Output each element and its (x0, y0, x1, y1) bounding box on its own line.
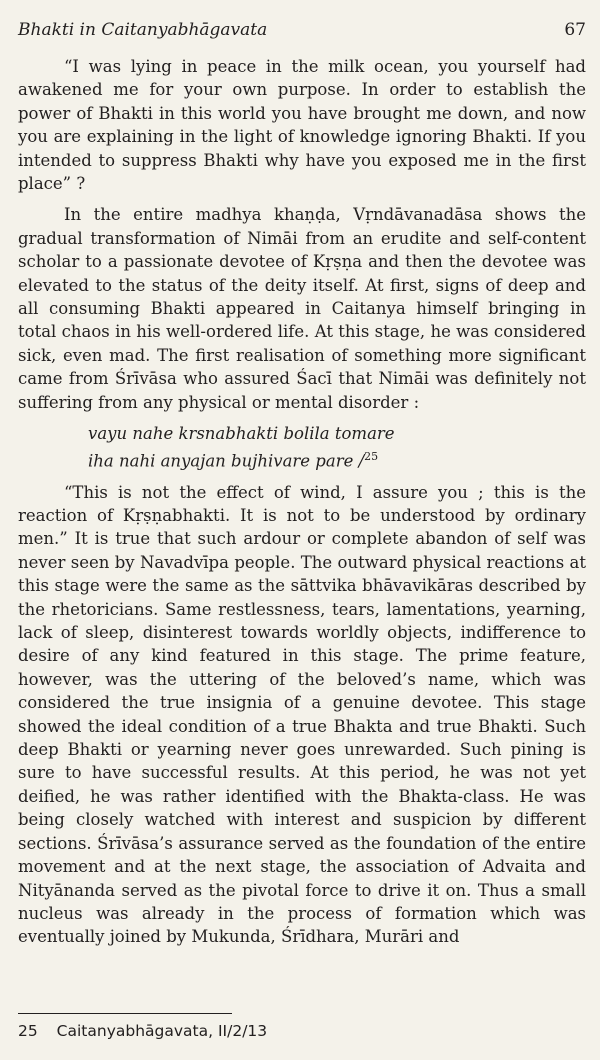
footnote-reference: 25 (364, 450, 379, 464)
footnote-text: Caitanyabhāgavata, II/2/13 (56, 1022, 268, 1040)
paragraph-translation: “This is not the effect of wind, I assure you ; this is the reaction of Kṛṣṇabhakti. It is not to be understood by ordinary men.” It is true that such ardour or complete abandon of self was never seen by Navadvīpa people. The outward physical reactions at this stage were the same as the sāttvika bhāvavikāras described by the rhetoricians. Same restlessness, tears, lamentations, yearning, lack of sleep, disinterest towards worldly objects, indifference to desire of any kind featured in this stage. The prime feature, however, was the uttering of the beloved’s name, which was considered the true insignia of a genuine devotee. This stage showed the ideal condition of a true Bhakta and true Bhakti. Such deep Bhakti or yearning never goes unrewarded. Such pining is sure to have successful results. At this period, he was not yet deified, he was rather identified with the Bhakta-class. He was being closely watched with interest and suspicion by different sections. Śrīvāsa’s assurance served as the foundation of the entire movement and at the next stage, the association of Advaita and Nityānanda served as the pivotal force to drive it on. Thus a small nucleus was already in the process of formation which was eventually joined by Mukunda, Śrīdhara, Murāri and (18, 482, 586, 947)
verse-line-2 (88, 445, 586, 473)
verse-line-2-text: iha nahi anyajan bujhivare pare / (88, 451, 365, 471)
running-title: Bhakti in Caitanyabhāgavata (18, 20, 268, 40)
verse-block (88, 422, 586, 473)
paragraph-quote: “I was lying in peace in the milk ocean, you yourself had awakened me for your own purpose. In order to establish the power of Bhakti in this world you have brought me down, and now you are explaining in the light of knowledge ignoring Bhakti. If you intended to suppress Bhakti why have you exposed me in the first place” ? (18, 57, 586, 194)
footnote-divider (18, 1013, 232, 1014)
page-number: 67 (564, 20, 586, 40)
footnote (18, 1022, 267, 1040)
footnote-number: 25 (18, 1022, 38, 1040)
running-header (18, 18, 586, 42)
paragraph-madhya-khanda: In the entire madhya khaṇḍa, Vṛndāvanadāsa shows the gradual transformation of Nimāi from an erudite and self-content scholar to a passionate devotee of Kṛṣṇa and then the devotee was elevated to the status of the deity itself. At first, signs of deep and all consuming Bhakti appeared in Caitanya himself bringing in total chaos in his well-ordered life. At this stage, he was considered sick, even mad. The first realisation of something more significant came from Śrīvāsa who assured Śacī that Nimāi was definitely not suffering from any physical or mental disorder : (18, 205, 586, 412)
verse-line-1: vayu nahe krsnabhakti bolila tomare (88, 424, 395, 444)
body-text (18, 55, 586, 957)
